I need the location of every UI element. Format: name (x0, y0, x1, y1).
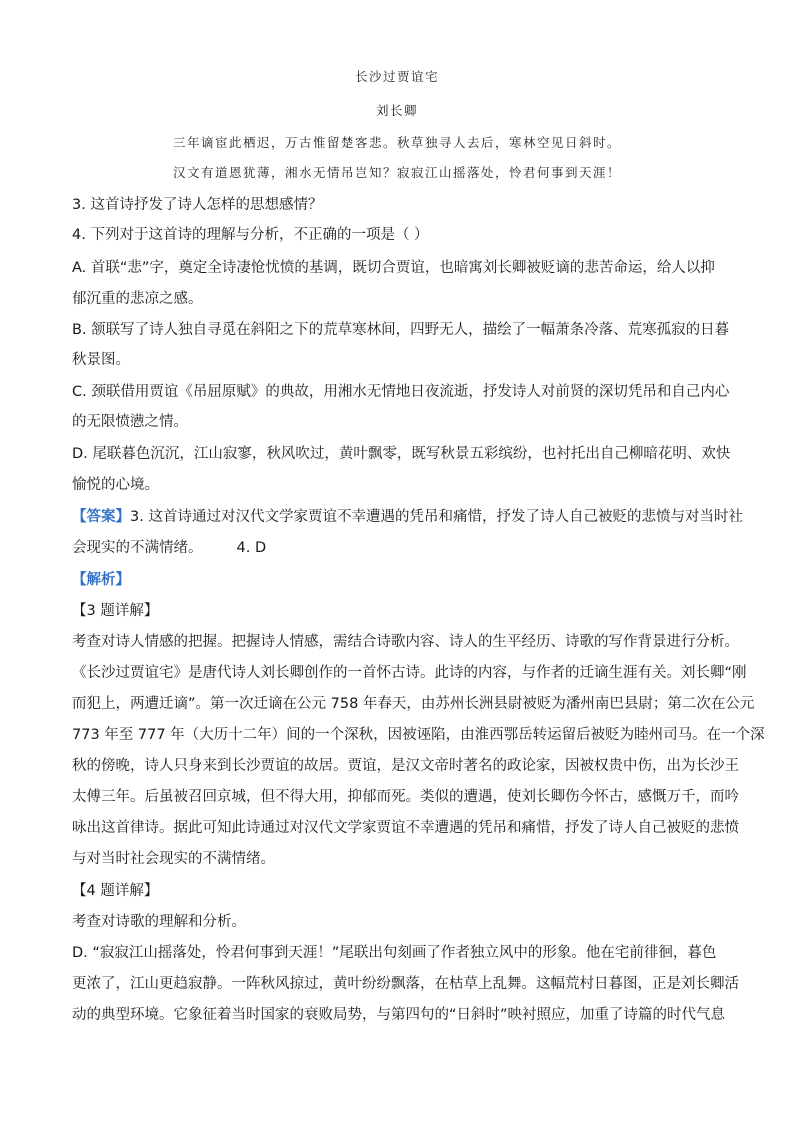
option-c-line-1: C. 颈联借用贾谊《吊屈原赋》的典故，用湘水无情地日夜流逝，抒发诗人对前贤的深切凭吊和自己内心 (72, 384, 730, 400)
answer-text-2: 会现实的不满情绪。 (72, 540, 203, 556)
q3-detail-line: 考查对诗人情感的把握。把握诗人情感，需结合诗歌内容、诗人的生平经历、诗歌的写作背景进行分析。 (72, 634, 739, 650)
question-4: 4. 下列对于这首诗的理解与分析，不正确的一项是（ ） (72, 227, 429, 243)
option-a-line-1: A. 首联“悲”字，奠定全诗凄怆忧愤的基调，既切合贾谊，也暗寓刘长卿被贬谪的悲苦命运，给人以抑 (72, 260, 715, 276)
answer-q4: 4. D (236, 540, 267, 556)
q4-detail-line: 更浓了，江山更趋寂静。一阵秋风掠过，黄叶纷纷飘落，在枯草上乱舞。这幅荒村日暮图，正是刘长卿活 (72, 976, 739, 992)
q4-detail-line: 考查对诗歌的理解和分析。 (72, 914, 246, 930)
q3-detail-line: 咏出这首律诗。据此可知此诗通过对汉代文学家贾谊不幸遭遇的凭吊和痛惜，抒发了诗人自己被贬的悲愤 (72, 820, 739, 836)
q4-detail-line: D. “寂寂江山摇落处，怜君何事到天涯！”尾联出句刻画了作者独立风中的形象。他在宅前徘徊，暮色 (72, 945, 717, 961)
answer-line-1 (72, 505, 743, 526)
option-d-line-1: D. 尾联暮色沉沉，江山寂寥，秋风吹过，黄叶飘零，既写秋景五彩缤纷，也衬托出自己柳暗花明、欢快 (72, 446, 731, 462)
q3-detail-line: 秋的傍晚，诗人只身来到长沙贾谊的故居。贾谊，是汉文帝时著名的政论家，因被权贵中伤，出为长沙王 (72, 758, 739, 774)
poem-line-2: 汉文有道恩犹薄，湘水无情吊岂知？寂寂江山摇落处，怜君何事到天涯！ (172, 165, 621, 180)
q3-detail-line: 773 年至 777 年（大历十二年）间的一个深秋，因被诬陷，由淮西鄂岳转运留后被贬为睦州司马。在一个深 (72, 727, 765, 743)
q3-detail-line: 《长沙过贾谊宅》是唐代诗人刘长卿创作的一首怀古诗。此诗的内容，与作者的迁谪生涯有关。刘长卿“刚 (72, 665, 747, 681)
q3-detail-line: 而犯上，两遭迁谪”。第一次迁谪在公元 758 年春天，由苏州长洲县尉被贬为潘州南巴县尉；第二次在公元 (72, 696, 755, 712)
option-c-line-2: 的无限愤懑之情。 (72, 414, 188, 430)
poem-title: 长沙过贾谊宅 (354, 69, 439, 84)
question-3: 3. 这首诗抒发了诗人怎样的思想感情？ (72, 197, 323, 213)
option-a-line-2: 郁沉重的悲凉之感。 (72, 291, 203, 307)
poem-line-1: 三年谪宦此栖迟，万古惟留楚客悲。秋草独寻人去后，寒林空见日斜时。 (172, 135, 621, 150)
q4-detail-heading: 【4 题详解】 (72, 883, 159, 899)
q4-detail-line: 动的典型环境。它象征着当时国家的衰败局势，与第四句的“日斜时”映衬照应，加重了诗篇的时代气息 (72, 1007, 726, 1023)
answer-text-1: 3. 这首诗通过对汉代文学家贾谊不幸遭遇的凭吊和痛惜，抒发了诗人自己被贬的悲愤与对当时社 (130, 509, 743, 525)
option-d-line-2: 愉悦的心境。 (72, 477, 159, 493)
q3-detail-heading: 【3 题详解】 (72, 603, 159, 619)
q3-detail-line: 与对当时社会现实的不满情绪。 (72, 851, 275, 867)
q3-detail-line: 太傅三年。后虽被召回京城，但不得大用，抑郁而死。类似的遭遇，使刘长卿伤今怀古，感慨万千，而吟 (72, 789, 739, 805)
answer-line-2 (72, 536, 732, 557)
analysis-tag: 【解析】 (72, 572, 130, 588)
option-b-line-1: B. 颔联写了诗人独自寻觅在斜阳之下的荒草寒林间，四野无人，描绘了一幅萧条冷落、荒寒孤寂的日暮 (72, 322, 730, 338)
answer-tag: 【答案】 (72, 509, 130, 525)
option-b-line-2: 秋景图。 (72, 352, 130, 368)
poem-author: 刘长卿 (375, 103, 418, 118)
